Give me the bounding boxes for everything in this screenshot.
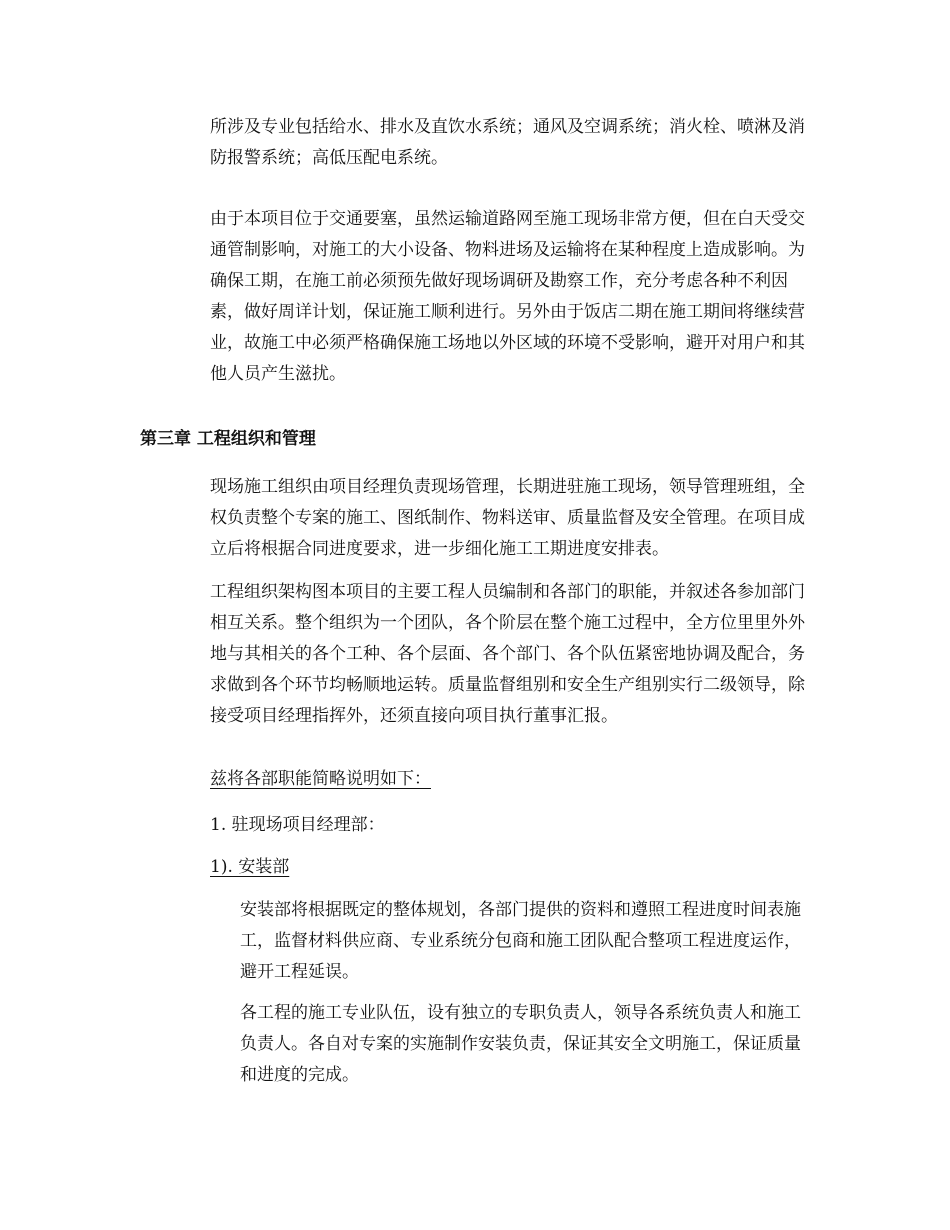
paragraph-site-organization: 现场施工组织由项目经理负责现场管理，长期进驻施工现场，领导管理班组，全权负责整个专案的施工、图纸制作、物料送审、质量监督及安全管理。在项目成立后将根据合同进度要求，进一步细化施工工期进度安排表。 — [210, 477, 805, 559]
paragraph-site-conditions: 由于本项目位于交通要塞，虽然运输道路网至施工现场非常方便，但在白天受交通管制影响，对施工的大小设备、物料进场及运输将在某种程度上造成影响。为确保工期，在施工前必须预先做好现场调研及勘察工作，充分考虑各种不利因素，做好周详计划，保证施工顺利进行。另外由于饭店二期在施工期间将继续营业，故施工中必须严格确保施工场地以外区域的环境不受影响，避开对用户和其他人员产生滋扰。 — [210, 209, 805, 384]
subheading-installation-dept: 1). 安装部 — [210, 857, 290, 877]
paragraph-functions-intro: 兹将各部职能简略说明如下： — [210, 769, 431, 789]
paragraph-org-structure: 工程组织架构图本项目的主要工程人员编制和各部门的职能，并叙述各参加部门相互关系。整个组织为一个团队，各个阶层在整个施工过程中，全方位里里外外地与其相关的各个工种、各个层面、各个部门、各个队伍紧密地协调及配合，务求做到各个环节均畅顺地运转。质量监督组别和安全生产组别实行二级领导，除接受项目经理指挥外，还须直接向项目执行董事汇报。 — [210, 582, 805, 726]
paragraph-specialist-teams: 各工程的施工专业队伍，设有独立的专职负责人，领导各系统负责人和施工负责人。各自对专案的实施制作安装负责，保证其安全文明施工，保证质量和进度的完成。 — [240, 1003, 801, 1085]
list-item-project-dept: 1. 驻现场项目经理部： — [210, 815, 385, 835]
paragraph-scope: 所涉及专业包括给水、排水及直饮水系统；通风及空调系统；消火栓、喷淋及消防报警系统；高低压配电系统。 — [210, 117, 805, 168]
chapter-heading: 第三章 工程组织和管理 — [140, 429, 316, 449]
paragraph-installation-dept: 安装部将根据既定的整体规划，各部门提供的资料和遵照工程进度时间表施工，监督材料供应商、专业系统分包商和施工团队配合整项工程进度运作，避开工程延误。 — [240, 900, 801, 982]
